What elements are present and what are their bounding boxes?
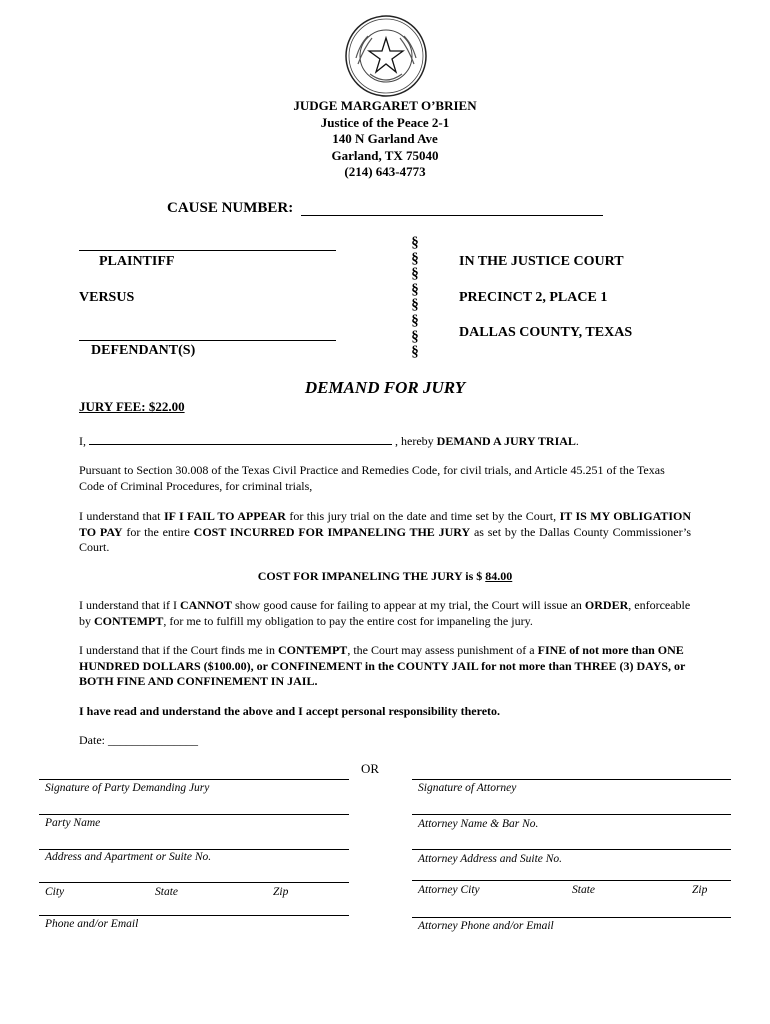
plaintiff-name-field[interactable] [79,250,336,251]
party-name-line [39,814,349,815]
cannot-text-3: , enforceable by [79,598,691,628]
party-phone-field[interactable]: Phone and/or Email [45,918,139,930]
attorney-signature-label: Signature of Attorney [418,782,517,794]
obligation-bold-3: COST INCURRED FOR IMPANELING THE JURY [193,524,471,539]
demander-name-field[interactable] [89,434,392,445]
court-street: 140 N Garland Ave [332,131,438,146]
defendant-name-field[interactable] [79,340,336,341]
dallas-county-seal-icon [344,14,428,98]
obligation-bold-2: IT IS MY OBLIGATION TO PAY [79,509,692,539]
attorney-address-field[interactable]: Attorney Address and Suite No. [418,853,563,865]
party-state-field[interactable]: State [155,886,178,898]
attorney-phone-line [412,917,731,918]
court-city: Garland, TX 75040 [331,147,439,163]
date-field[interactable]: _______________ [108,733,198,747]
contempt-text-1: I understand that if the Court finds me in [79,643,275,657]
cannot-text-2: show good cause for failing to appear at my trial, the Court will issue an [234,598,582,612]
date-label: Date: [79,733,105,747]
obligation-bold-1: IF I FAIL TO APPEAR [163,509,286,523]
demand-suffix: , hereby [395,434,434,448]
party-name-field[interactable]: Party Name [45,817,101,829]
court-header [235,98,535,181]
or-separator: OR [361,761,380,776]
attorney-name-line [412,814,731,815]
court-line-3: DALLAS COUNTY, TEXAS [459,325,633,340]
date-line [79,733,691,749]
court-phone: (214) 643-4773 [344,164,426,179]
cost-line [79,569,691,585]
attorney-zip-field[interactable]: Zip [692,884,708,896]
judge-name: JUDGE MARGARET O’BRIEN [293,98,477,113]
obligation-text-3: for the entire [126,524,190,539]
obligation-paragraph [79,509,691,556]
cannot-paragraph [79,598,691,629]
demand-prefix: I, [79,434,86,448]
contempt-paragraph [79,643,691,690]
attorney-name-field[interactable]: Attorney Name & Bar No. [418,818,539,830]
obligation-text-1: I understand that [79,509,161,523]
county-seal [344,14,428,98]
attorney-address-line [412,849,731,850]
attorney-state-field[interactable]: State [572,884,595,896]
document-title: DEMAND FOR JURY [304,378,466,397]
court-name: Justice of the Peace 2-1 [320,114,450,130]
obligation-text-2: for this jury trial on the date and time set by the Court, [289,509,557,523]
party-address-line [39,849,349,850]
section-symbols: § § § § § § § § [411,235,419,361]
party-signature-label: Signature of Party Demanding Jury [45,782,210,794]
attorney-phone-field[interactable]: Attorney Phone and/or Email [418,920,554,932]
cannot-bold-3: CONTEMPT [94,613,164,628]
obligation-text-4: as set by the Dallas County Commissioner’s Court. [79,524,692,554]
cannot-bold-2: ORDER [584,598,629,612]
pursuant-paragraph: Pursuant to Section 30.008 of the Texas Civil Practice and Remedies Code, for civil trials, and Article 45.251 of the Texas Code of Criminal Procedures, for criminal trials, [79,463,665,493]
party-zip-field[interactable]: Zip [273,886,289,898]
contempt-bold-1: CONTEMPT [277,643,348,657]
demand-bold: DEMAND A JURY TRIAL [436,434,576,448]
cause-number-label: CAUSE NUMBER: [167,200,294,216]
cannot-text-4: , for me to fulfill my obligation to pay the entire cost for impaneling the jury. [163,613,533,628]
acknowledgement: I have read and understand the above and I accept personal responsibility thereto. [79,704,501,718]
attorney-city-line [412,880,731,881]
demand-end: . [575,434,579,448]
cannot-text-1: I understand that if I [79,598,177,612]
cost-label: COST FOR IMPANELING THE JURY is $ [257,569,483,583]
party-city-field[interactable]: City [45,886,65,898]
party-address-field[interactable]: Address and Apartment or Suite No. [45,851,212,863]
cannot-bold-1: CANNOT [179,598,232,612]
plaintiff-label: PLAINTIFF [99,254,175,269]
cost-amount: 84.00 [485,569,513,583]
attorney-city-field[interactable]: Attorney City [418,884,480,896]
party-phone-line [39,915,349,916]
defendant-label: DEFENDANT(S) [91,343,196,358]
party-city-line [39,882,349,883]
demand-statement [79,434,691,450]
versus-label: VERSUS [79,290,135,305]
party-signature-field[interactable] [39,779,349,780]
court-line-1: IN THE JUSTICE COURT [459,254,624,269]
jury-fee: JURY FEE: $22.00 [79,399,185,414]
attorney-signature-field[interactable] [412,779,731,780]
contempt-text-2: , the Court may assess punishment of a [347,643,535,657]
cause-number-field[interactable] [301,215,603,216]
court-line-2: PRECINCT 2, PLACE 1 [459,290,608,305]
contempt-bold-2: FINE of not more than ONE HUNDRED DOLLARS ($100.00), or CONFINEMENT in the COUNTY JAIL for not more than THREE (3) DAYS, or BOTH FINE AND CONFINEMENT IN JAIL. [79,643,686,688]
